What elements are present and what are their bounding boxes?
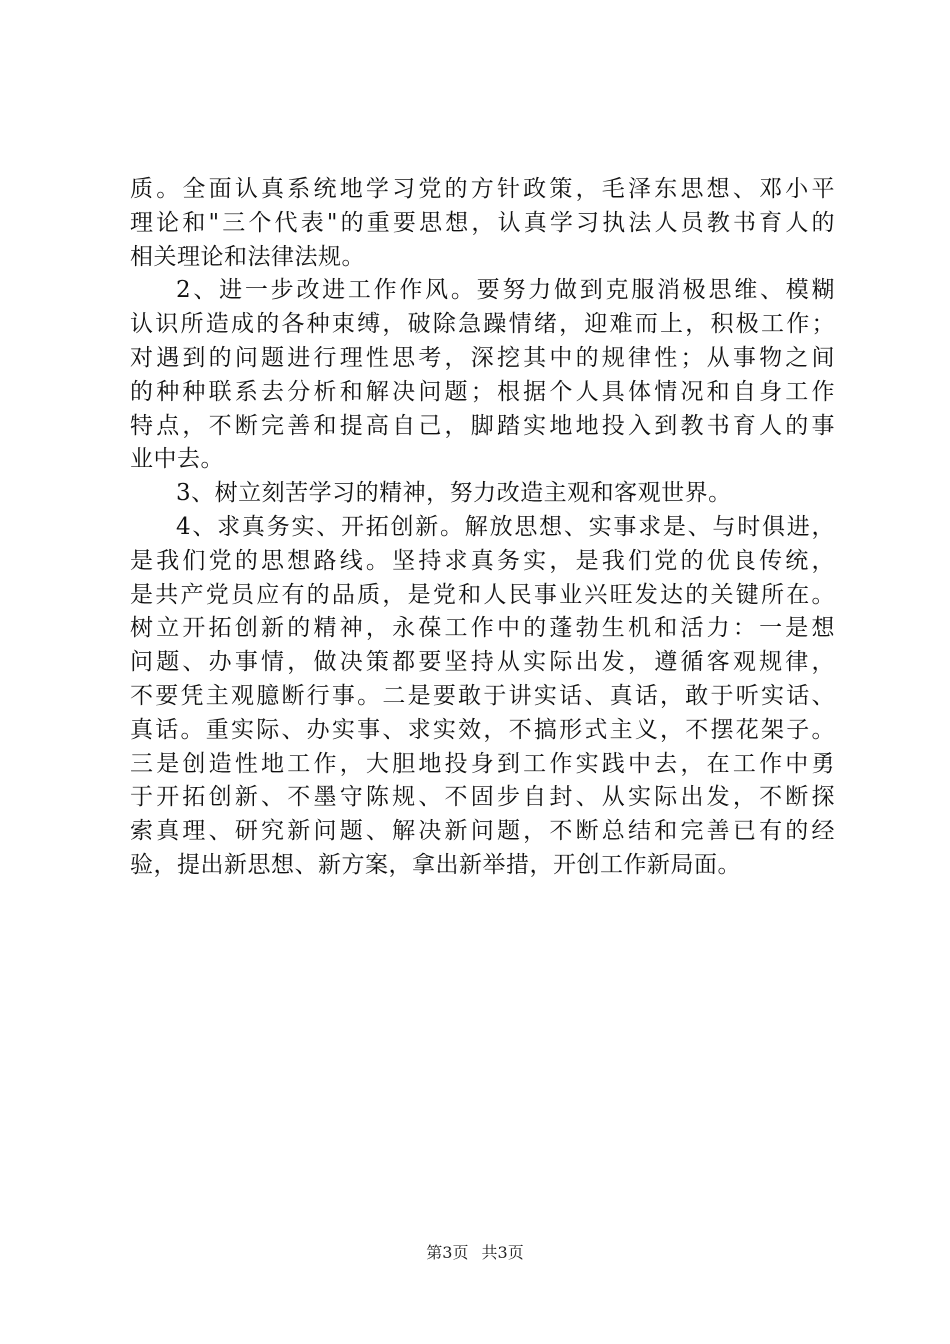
text-line: 质。全面认真系统地学习党的方针政策，毛泽东思想、邓小平	[130, 176, 835, 202]
text-line: 是共产党员应有的品质，是党和人民事业兴旺发达的关键所在。	[130, 581, 835, 608]
paragraph-first-line: 4、求真务实、开拓创新。解放思想、实事求是、与时俱进，	[176, 513, 835, 540]
text-line: 三是创造性地工作，大胆地投身到工作实践中去，在工作中勇	[130, 750, 835, 777]
page-number: 第3页	[426, 1243, 469, 1262]
page-total: 共3页	[481, 1243, 524, 1262]
text-line: 验，提出新思想、新方案，拿出新举措，开创工作新局面。	[130, 851, 741, 878]
text-line: 真话。重实际、办实事、求实效，不搞形式主义，不摆花架子。	[130, 716, 835, 743]
text-line: 于开拓创新、不墨守陈规、不固步自封、从实际出发，不断探	[130, 784, 835, 811]
text-line: 问题、办事情，做决策都要坚持从实际出发，遵循客观规律，	[130, 649, 835, 676]
text-line: 特点，不断完善和提高自己，脚踏实地地投入到教书育人的事	[130, 412, 835, 439]
text-line: 的种种联系去分析和解决问题；根据个人具体情况和自身工作	[130, 378, 835, 405]
text-line: 是我们党的思想路线。坚持求真务实，是我们党的优良传统，	[130, 547, 835, 574]
text-line: 认识所造成的各种束缚，破除急躁情绪，迎难而上，积极工作；	[130, 311, 835, 338]
text-line: 索真理、研究新问题、解决新问题，不断总结和完善已有的经	[130, 818, 835, 845]
text-line: 不要凭主观臆断行事。二是要敢于讲实话、真话，敢于听实话、	[130, 682, 835, 709]
paragraph-first-line: 3、树立刻苦学习的精神，努力改造主观和客观世界。	[176, 480, 732, 507]
paragraph-first-line: 2、进一步改进工作作风。要努力做到克服消极思维、模糊	[176, 277, 835, 304]
text-line: 对遇到的问题进行理性思考，深挖其中的规律性；从事物之间	[130, 344, 835, 371]
document-body	[130, 173, 835, 883]
text-line: 树立开拓创新的精神，永葆工作中的蓬勃生机和活力：一是想	[130, 615, 835, 642]
page-footer	[0, 1240, 950, 1263]
text-line: 相关理论和法律法规。	[130, 243, 365, 270]
text-line: 理论和"三个代表"的重要思想，认真学习执法人员教书育人的	[130, 209, 835, 236]
text-line: 业中去。	[130, 446, 224, 473]
